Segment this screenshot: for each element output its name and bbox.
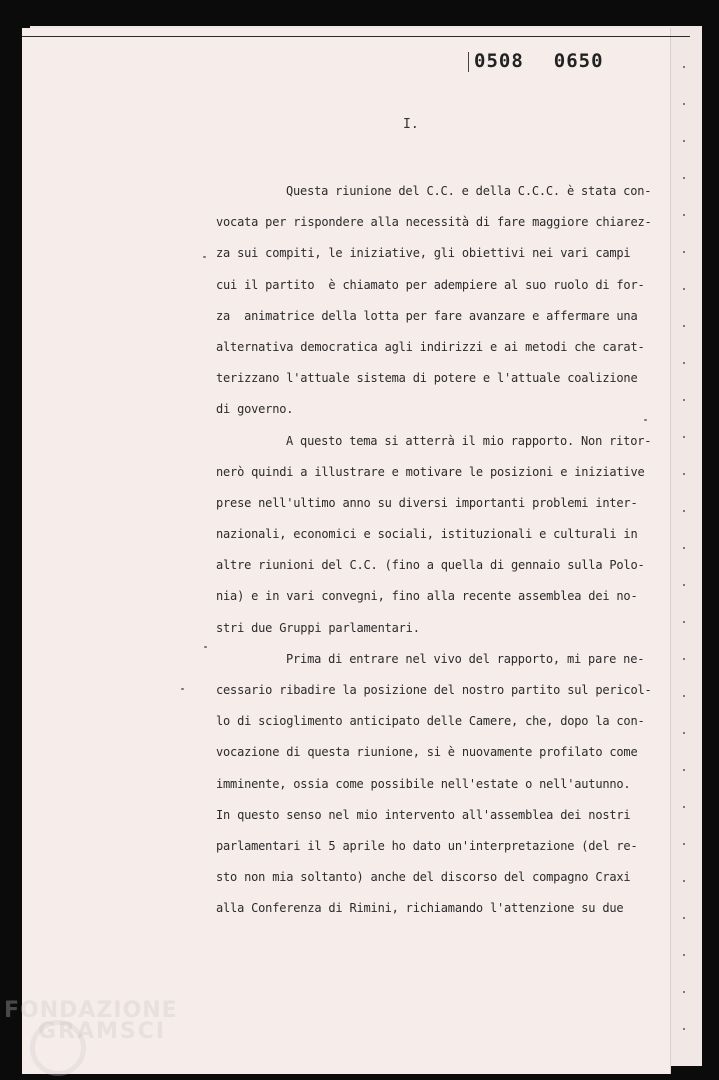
text-line: za animatrice della lotta per fare avanzare e affermare una — [216, 308, 638, 323]
text-line: stri due Gruppi parlamentari. — [216, 620, 420, 635]
watermark-line-2: GRAMSCI — [38, 1019, 167, 1044]
text-line: za sui compiti, le iniziative, gli obiettivi nei vari campi — [216, 246, 631, 261]
paper-speck — [203, 256, 206, 258]
text-line: cessario ribadire la posizione del nostro partito sul pericol- — [216, 683, 652, 697]
text-line: parlamentari il 5 aprile ho dato un'interpretazione (del re- — [216, 838, 638, 853]
text-line: alla Conferenza di Rimini, richiamando l'attenzione su due — [216, 901, 624, 916]
text-line: imminente, ossia come possibile nell'estate o nell'autunno. — [216, 776, 631, 791]
text-line: A questo tema si atterrà il mio rapporto. Non ritor- — [286, 433, 652, 448]
text-line: nazionali, economici e sociali, istituzionali e culturali in — [216, 527, 638, 542]
text-line: alternativa democratica agli indirizzi e ai metodi che carat- — [216, 339, 645, 354]
archive-number-1: 0508 — [474, 50, 524, 72]
text-line: lo di scioglimento anticipato delle Camere, che, dopo la con- — [216, 714, 645, 729]
section-number: I. — [403, 117, 419, 132]
number-tick-mark — [468, 52, 469, 72]
text-line: terizzano l'attuale sistema di potere e l'attuale coalizione — [216, 371, 638, 386]
watermark — [4, 998, 178, 1044]
text-line: cui il partito è chiamato per adempiere al suo ruolo di for- — [216, 277, 645, 292]
text-line: prese nell'ultimo anno su diversi importanti problemi inter- — [216, 495, 638, 510]
text-line: di governo. — [216, 402, 294, 417]
document-body — [216, 176, 652, 925]
paper-speck — [181, 688, 184, 690]
page-edge-marks — [683, 46, 685, 1036]
text-line: nerò quindi a illustrare e motivare le posizioni e iniziative — [216, 464, 645, 479]
text-line: Questa riunione del C.C. e della C.C.C. è stata con- — [286, 184, 652, 198]
text-line: altre riunioni del C.C. (fino a quella di gennaio sulla Polo- — [216, 558, 645, 573]
paper-speck — [204, 646, 207, 648]
paper-speck — [644, 419, 647, 421]
text-line: vocazione di questa riunione, si è nuovamente profilato come — [216, 745, 638, 760]
text-line: In questo senso nel mio intervento all'assemblea dei nostri — [216, 807, 631, 822]
watermark-line-1: FONDAZIONE — [4, 998, 178, 1023]
text-line: sto non mia soltanto) anche del discorso del compagno Craxi — [216, 870, 631, 885]
paragraph — [216, 426, 652, 644]
paragraph — [216, 644, 652, 925]
archive-number-2: 0650 — [553, 50, 604, 72]
text-line: vocata per rispondere alla necessità di fare maggiore chiarez- — [216, 215, 652, 230]
archive-numbers — [474, 50, 604, 72]
text-line: Prima di entrare nel vivo del rapporto, mi pare ne- — [286, 651, 645, 666]
text-line: nia) e in vari convegni, fino alla recente assemblea dei no- — [216, 589, 638, 604]
paragraph — [216, 176, 652, 426]
top-edge-rule — [22, 36, 690, 37]
